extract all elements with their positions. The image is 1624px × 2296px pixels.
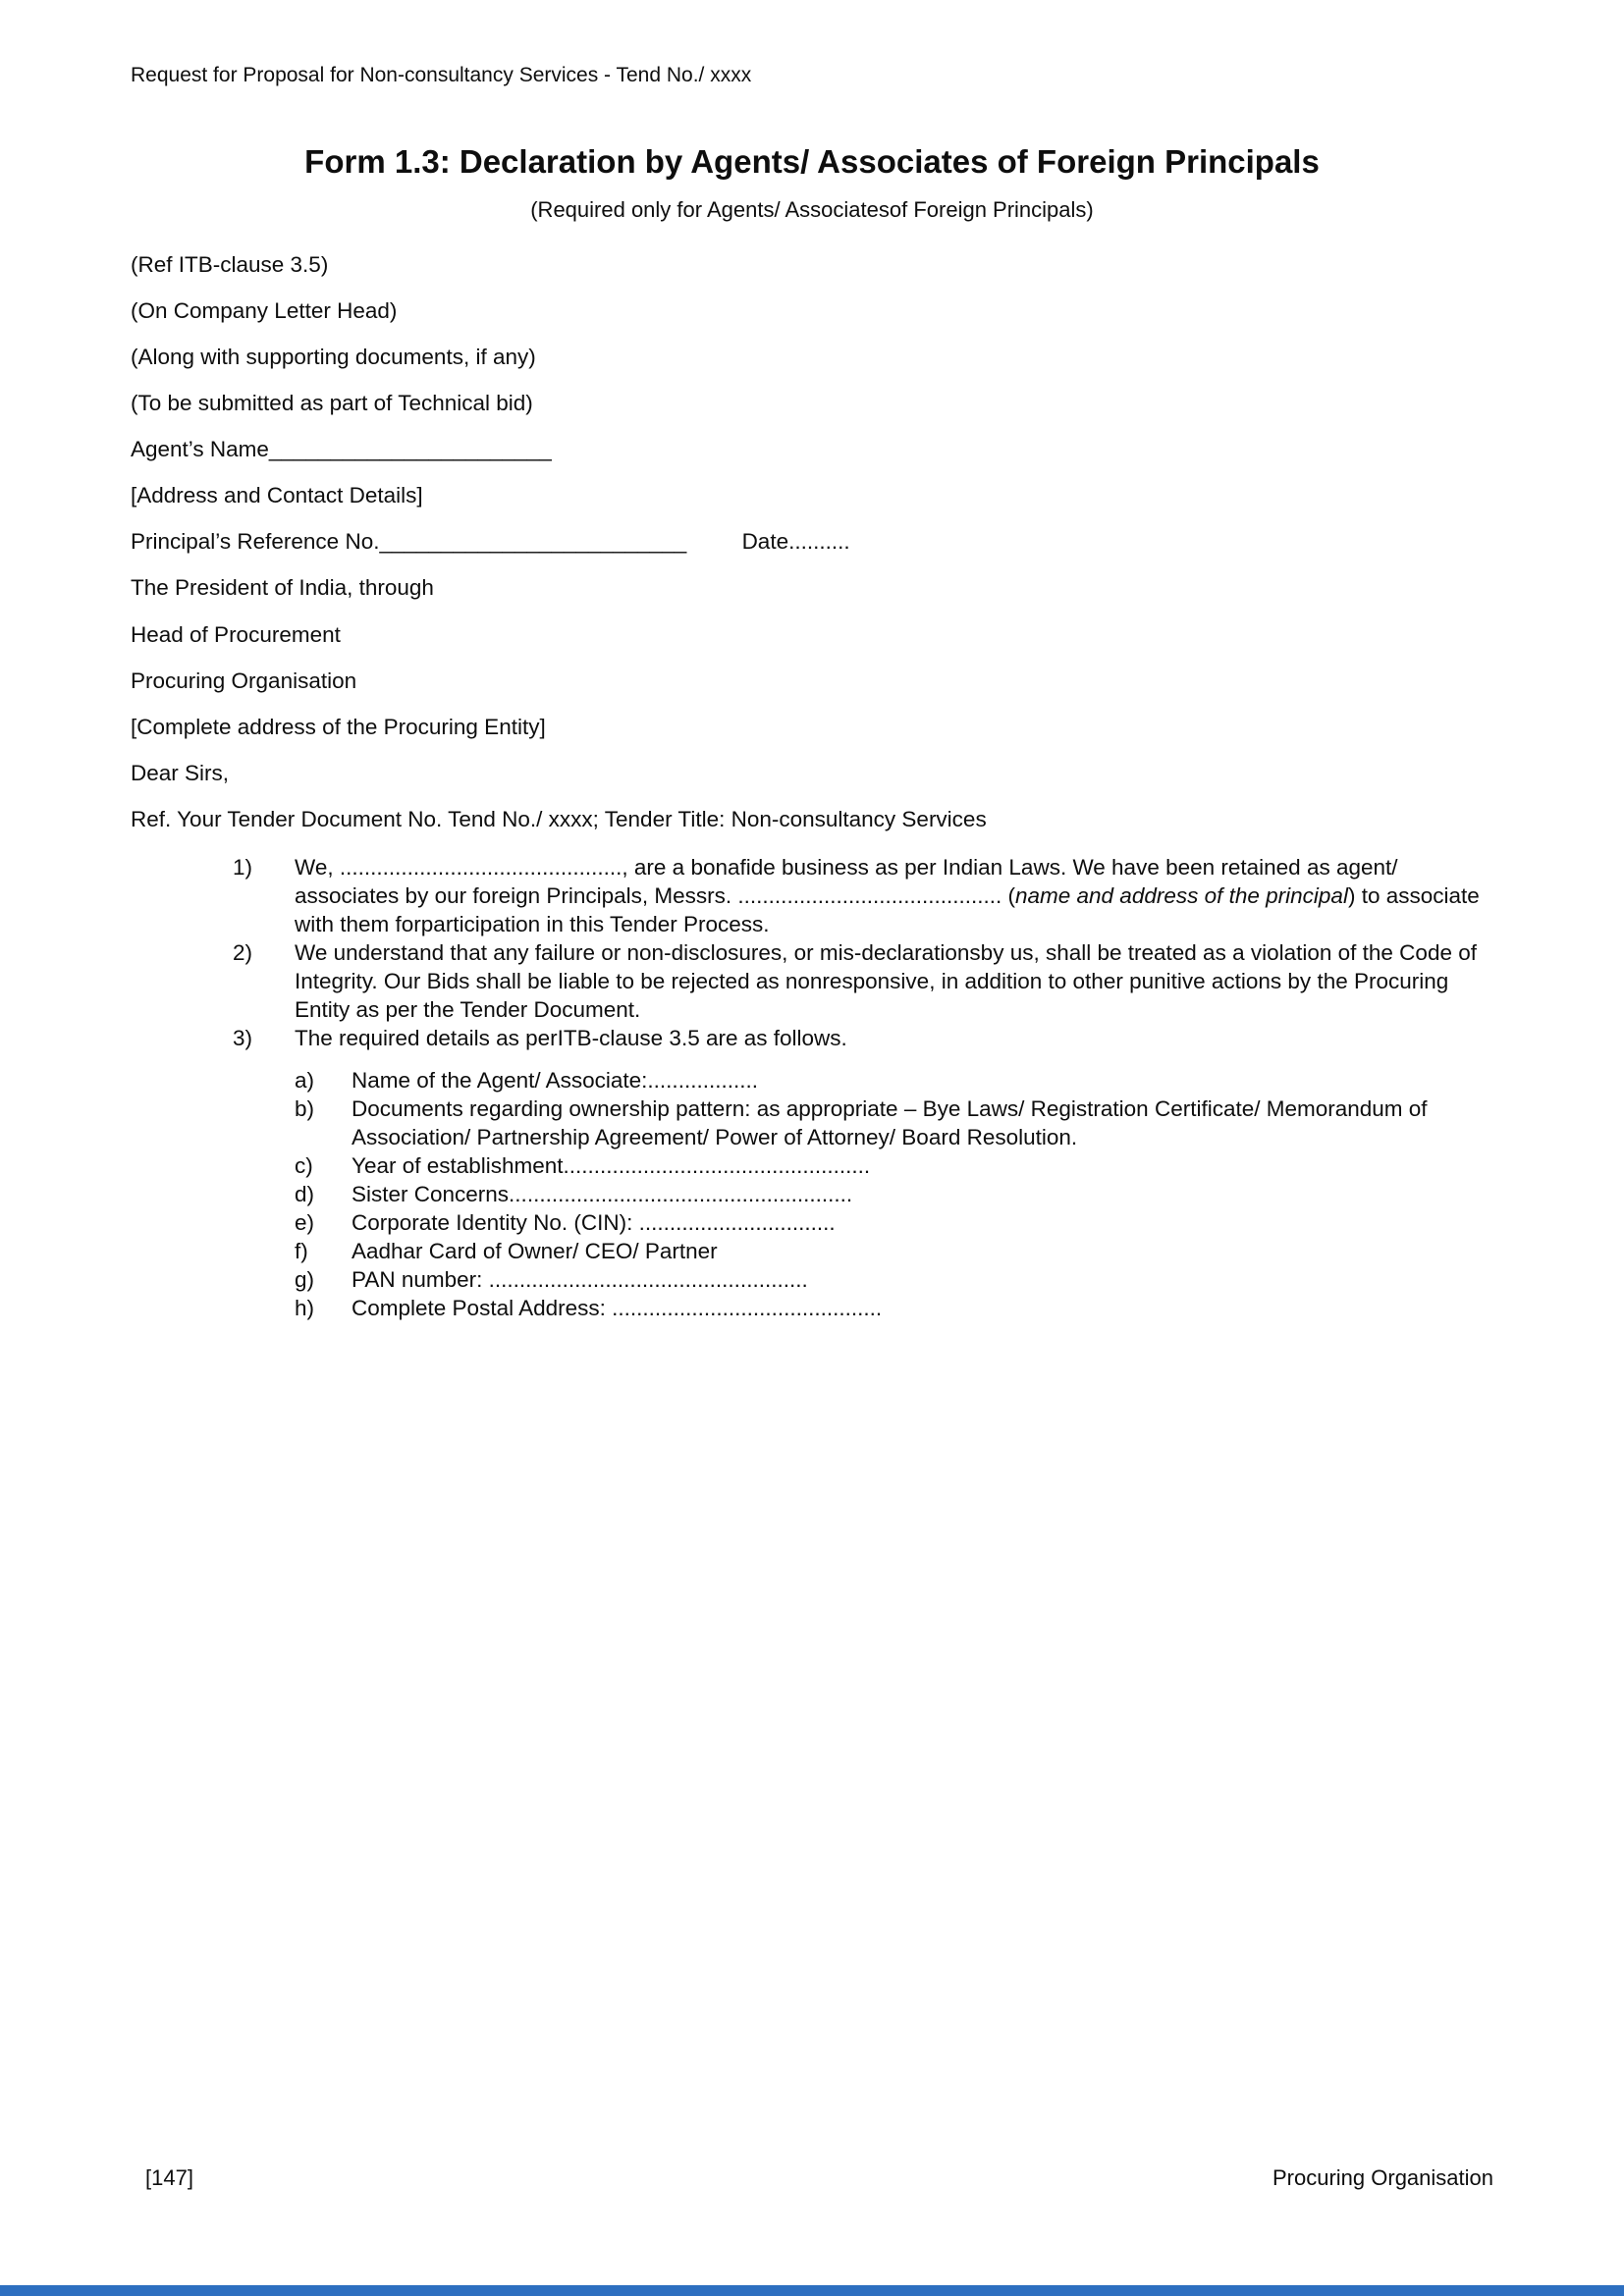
sub-marker-g: g) [295, 1267, 315, 1292]
sub-item-d-text: Sister Concerns........................................................ [352, 1182, 853, 1206]
sub-item-b [131, 1095, 1493, 1151]
sub-item-g [131, 1265, 1493, 1294]
paragraph-president-of-india: The President of India, through [131, 575, 434, 601]
sub-item-e [131, 1208, 1493, 1237]
paragraph-supporting-documents: (Along with supporting documents, if any) [131, 344, 536, 369]
sub-marker-e: e) [295, 1210, 315, 1235]
footer-organisation-label: Procuring Organisation [1272, 2165, 1493, 2190]
list-marker-2: 2) [233, 940, 253, 965]
date-label: Date.......... [741, 529, 850, 555]
list-item-3-text: The required details as perITB-clause 3.5 are as follows. [295, 1026, 847, 1050]
list-item-3 [131, 1024, 1493, 1052]
sub-item-g-text: PAN number: .................................................... [352, 1267, 808, 1292]
list-marker-1: 1) [233, 855, 253, 880]
page-footer [145, 2165, 1493, 2191]
sub-marker-h: h) [295, 1296, 315, 1320]
paragraph-company-letter-head: (On Company Letter Head) [131, 297, 398, 323]
sub-marker-a: a) [295, 1068, 315, 1093]
bottom-accent-bar [0, 2285, 1624, 2296]
sub-item-f [131, 1237, 1493, 1265]
sub-item-c-text: Year of establishment.................................................. [352, 1153, 871, 1178]
principal-reference-label: Principal’s Reference No._________________________ [131, 529, 687, 555]
lettered-sub-list [131, 1066, 1493, 1322]
paragraph-head-of-procurement: Head of Procurement [131, 621, 341, 647]
list-item-1-italic-segment: name and address of the principal [1014, 883, 1348, 908]
sub-item-b-text: Documents regarding ownership pattern: as appropriate – Bye Laws/ Registration Certificate/ Memorandum of Association/ Partnership Agreement/ Power of Attorney/ Board Resolution. [352, 1096, 1428, 1149]
paragraph-reference-line [131, 529, 1493, 555]
paragraph-procuring-organisation: Procuring Organisation [131, 667, 357, 693]
list-marker-3: 3) [233, 1026, 253, 1050]
sub-item-a [131, 1066, 1493, 1095]
list-item-1-text [295, 853, 1493, 938]
paragraph-ref-itb-clause: (Ref ITB-clause 3.5) [131, 251, 329, 277]
paragraph-procuring-entity-address: [Complete address of the Procuring Entity] [131, 714, 546, 739]
sub-marker-f: f) [295, 1239, 308, 1263]
form-subtitle: (Required only for Agents/ Associatesof Foreign Principals) [530, 196, 1094, 222]
sub-item-e-text: Corporate Identity No. (CIN): ................................ [352, 1210, 836, 1235]
list-item-2 [131, 938, 1493, 1024]
sub-item-c [131, 1151, 1493, 1180]
list-item-1-segment-pre: We, .............................................., are a bonafide business as per Indian Laws. We have been retained as agent/ associates by our foreign Principals, Messrs. ........................................... ( [295, 855, 1398, 908]
sub-item-a-text: Name of the Agent/ Associate:.................. [352, 1068, 758, 1093]
list-item-1 [131, 853, 1493, 938]
list-item-1-segment-post: ) to associate with them forparticipation in this Tender Process. [295, 883, 1480, 936]
running-header: Request for Proposal for Non-consultancy Services - Tend No./ xxxx [131, 64, 752, 86]
sub-item-h-text: Complete Postal Address: ............................................ [352, 1296, 883, 1320]
sub-marker-d: d) [295, 1182, 315, 1206]
sub-item-h [131, 1294, 1493, 1322]
page-number: [147] [145, 2165, 193, 2190]
paragraph-technical-bid: (To be submitted as part of Technical bid) [131, 391, 533, 416]
form-title: Form 1.3: Declaration by Agents/ Associates of Foreign Principals [304, 143, 1320, 181]
sub-item-f-text: Aadhar Card of Owner/ CEO/ Partner [352, 1239, 718, 1263]
paragraph-agent-name-line: Agent’s Name_______________________ [131, 437, 552, 462]
paragraph-salutation: Dear Sirs, [131, 760, 230, 785]
numbered-list [131, 853, 1493, 1052]
sub-item-d [131, 1180, 1493, 1208]
list-item-2-text: We understand that any failure or non-disclosures, or mis-declarationsby us, shall be treated as a violation of the Code of Integrity. Our Bids shall be liable to be rejected as nonresponsive, in addition to other punitive actions by the Procuring Entity as per the Tender Document. [295, 940, 1477, 1022]
paragraph-address-contact: [Address and Contact Details] [131, 483, 423, 508]
sub-marker-b: b) [295, 1096, 315, 1121]
sub-marker-c: c) [295, 1153, 313, 1178]
paragraph-tender-reference: Ref. Your Tender Document No. Tend No./ xxxx; Tender Title: Non-consultancy Services [131, 806, 987, 831]
